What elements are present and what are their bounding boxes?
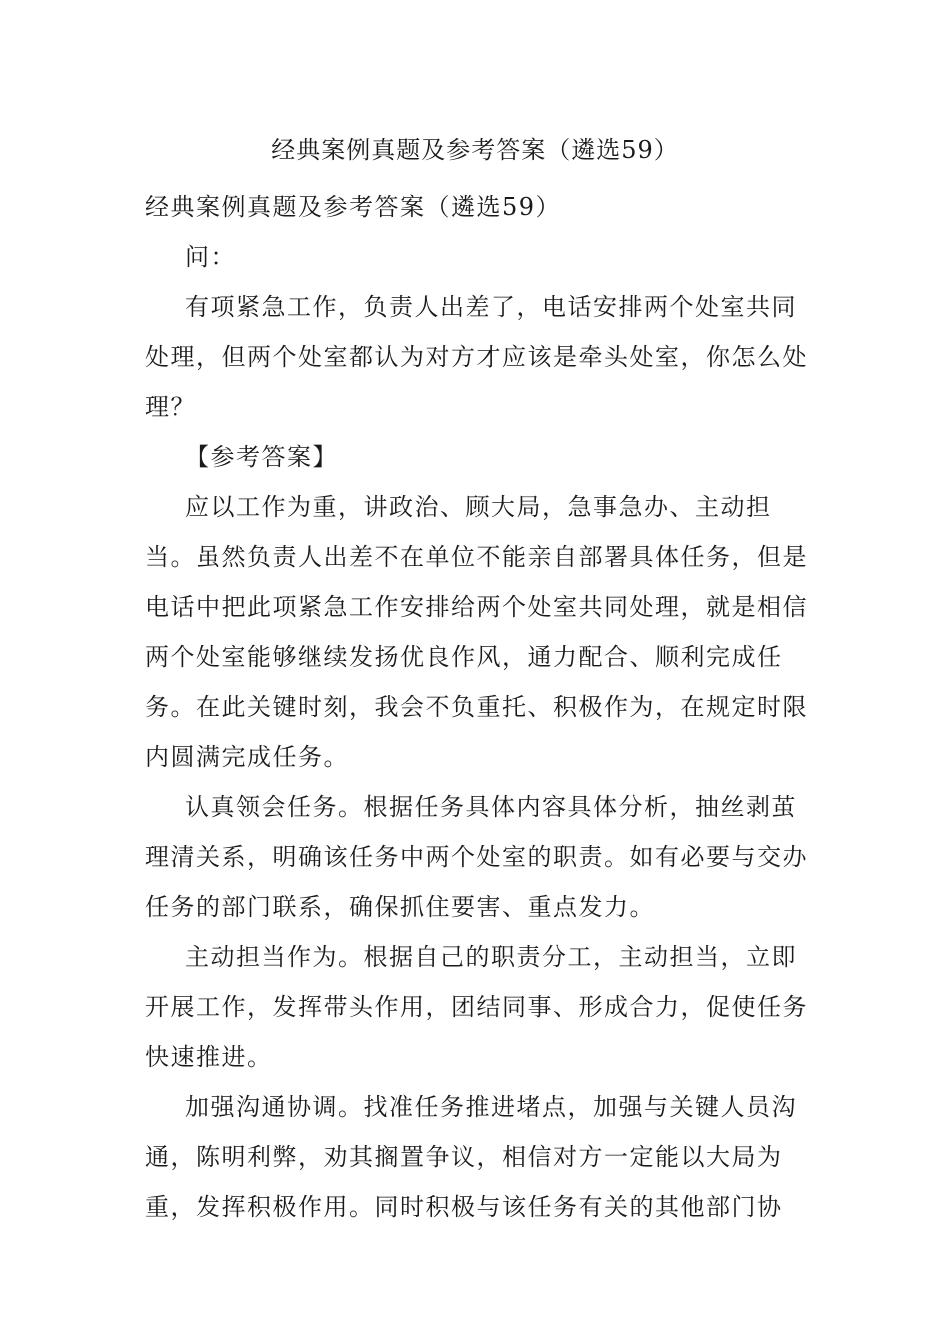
answer-paragraph-2: 认真领会任务。根据任务具体内容具体分析，抽丝剥茧理清关系，明确该任务中两个处室的职责。如有必要与交办任务的部门联系，确保抓住要害、重点发力。	[145, 793, 808, 921]
answer-label: 【参考答案】	[185, 443, 338, 471]
question-text: 有项紧急工作，负责人出差了，电话安排两个处室共同处理，但两个处室都认为对方才应该是牵头处室，你怎么处理？	[145, 293, 808, 421]
document-title: 经典案例真题及参考答案（遴选59）	[271, 136, 679, 164]
document-body	[145, 182, 815, 1232]
document-subtitle: 经典案例真题及参考答案（遴选59）	[145, 193, 562, 221]
answer-paragraph-1: 应以工作为重，讲政治、顾大局，急事急办、主动担当。虽然负责人出差不在单位不能亲自部署具体任务，但是电话中把此项紧急工作安排给两个处室共同处理，就是相信两个处室能够继续发扬优良作风，通力配合、顺利完成任务。在此关键时刻，我会不负重托、积极作为，在规定时限内圆满完成任务。	[145, 493, 808, 771]
question-label: 问：	[185, 243, 236, 271]
answer-paragraph-3: 主动担当作为。根据自己的职责分工，主动担当，立即开展工作，发挥带头作用，团结同事、形成合力，促使任务快速推进。	[145, 943, 808, 1071]
answer-paragraph-4: 加强沟通协调。找准任务推进堵点，加强与关键人员沟通，陈明利弊，劝其搁置争议，相信对方一定能以大局为重，发挥积极作用。同时积极与该任务有关的其他部门协	[145, 1093, 797, 1221]
